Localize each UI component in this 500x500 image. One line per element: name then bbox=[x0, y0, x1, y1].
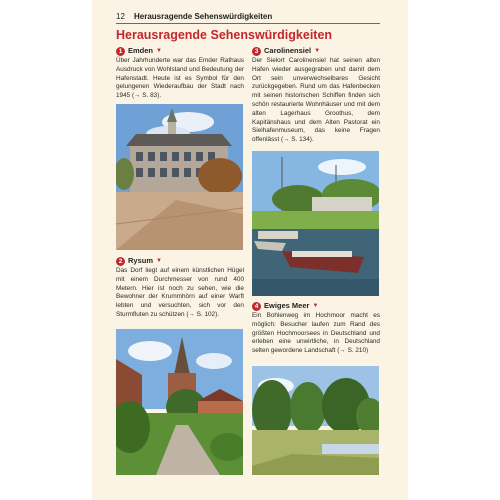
numbered-circle-icon: 3 bbox=[252, 47, 261, 56]
entry-title: Emden bbox=[128, 46, 154, 55]
entry-title: Rysum bbox=[128, 256, 154, 265]
photo-emden-rathaus bbox=[116, 104, 243, 250]
entry-heading bbox=[252, 46, 380, 56]
entry-title: Carolinensiel bbox=[264, 46, 312, 55]
numbered-circle-icon: 1 bbox=[116, 47, 125, 56]
photo-rysum-church bbox=[116, 329, 243, 475]
triangle-down-icon: ▼ bbox=[314, 48, 321, 54]
running-title: Herausragende Sehenswürdigkeiten bbox=[134, 12, 273, 21]
entry-text: Über Jahrhunderte war das Emder Rathaus Ausdruck von Wohlstand und Bedeutung der Hafenstadt. Heute ist es Symbol für den gelungenen Wiederaufbau der Stadt nach 1945 (→ S. 83). bbox=[116, 57, 244, 100]
triangle-down-icon: ▼ bbox=[312, 303, 319, 309]
triangle-down-icon: ▼ bbox=[156, 258, 162, 264]
section-title: Herausragende Sehenswürdigkeiten bbox=[116, 28, 333, 42]
entry-heading bbox=[116, 46, 244, 56]
entry-title: Ewiges Meer bbox=[264, 301, 310, 310]
entry-text: Das Dorf liegt auf einem künstlichen Hügel mit einem Durchmesser von rund 400 Metern. Hier ist noch zu sehen, wie die Bewohner der Krummhörn auf einer Warft lebten und versuchten, sich vor den Sturmfluten zu schützen (→ S. 102). bbox=[116, 267, 244, 318]
photo-carolinensiel-harbour bbox=[252, 151, 379, 296]
entry-heading bbox=[252, 301, 380, 311]
entry-heading bbox=[116, 256, 244, 266]
page-number: 12 bbox=[116, 12, 125, 21]
numbered-circle-icon: 4 bbox=[252, 302, 261, 311]
entry-emden bbox=[116, 46, 244, 101]
numbered-circle-icon: 2 bbox=[116, 257, 125, 266]
entry-text: Der Sielort Carolinensiel hat seinen alten Hafen wieder ausgegraben und damit dem Ort sein unverwechselbares Gesicht zurückgegeben. Rund um das Hafenbecken mit seinen historischen Schiffen finden sich schön restaurierte Wohnhäuser und mit dem alten Lagerhaus Groothus, dem Kapitänshaus und dem Alten Pastorat ein Sielhafenmuseum, das keine Fragen offenlässt (→ S. 134). bbox=[252, 57, 380, 144]
running-head bbox=[116, 12, 380, 24]
entry-rysum bbox=[116, 256, 244, 320]
photo-ewiges-meer bbox=[252, 366, 379, 475]
triangle-down-icon: ▼ bbox=[156, 48, 162, 54]
entry-ewiges-meer bbox=[252, 301, 380, 356]
entry-carolinensiel bbox=[252, 46, 380, 145]
entry-text: Ein Bohlenweg im Hochmoor macht es möglich: Besucher laufen zum Rand des größten Hochmoorsees in Deutschland und erleben eine unwirtliche, in Deutschland selten gewordene Landschaft (→ S. 210) bbox=[252, 312, 380, 355]
